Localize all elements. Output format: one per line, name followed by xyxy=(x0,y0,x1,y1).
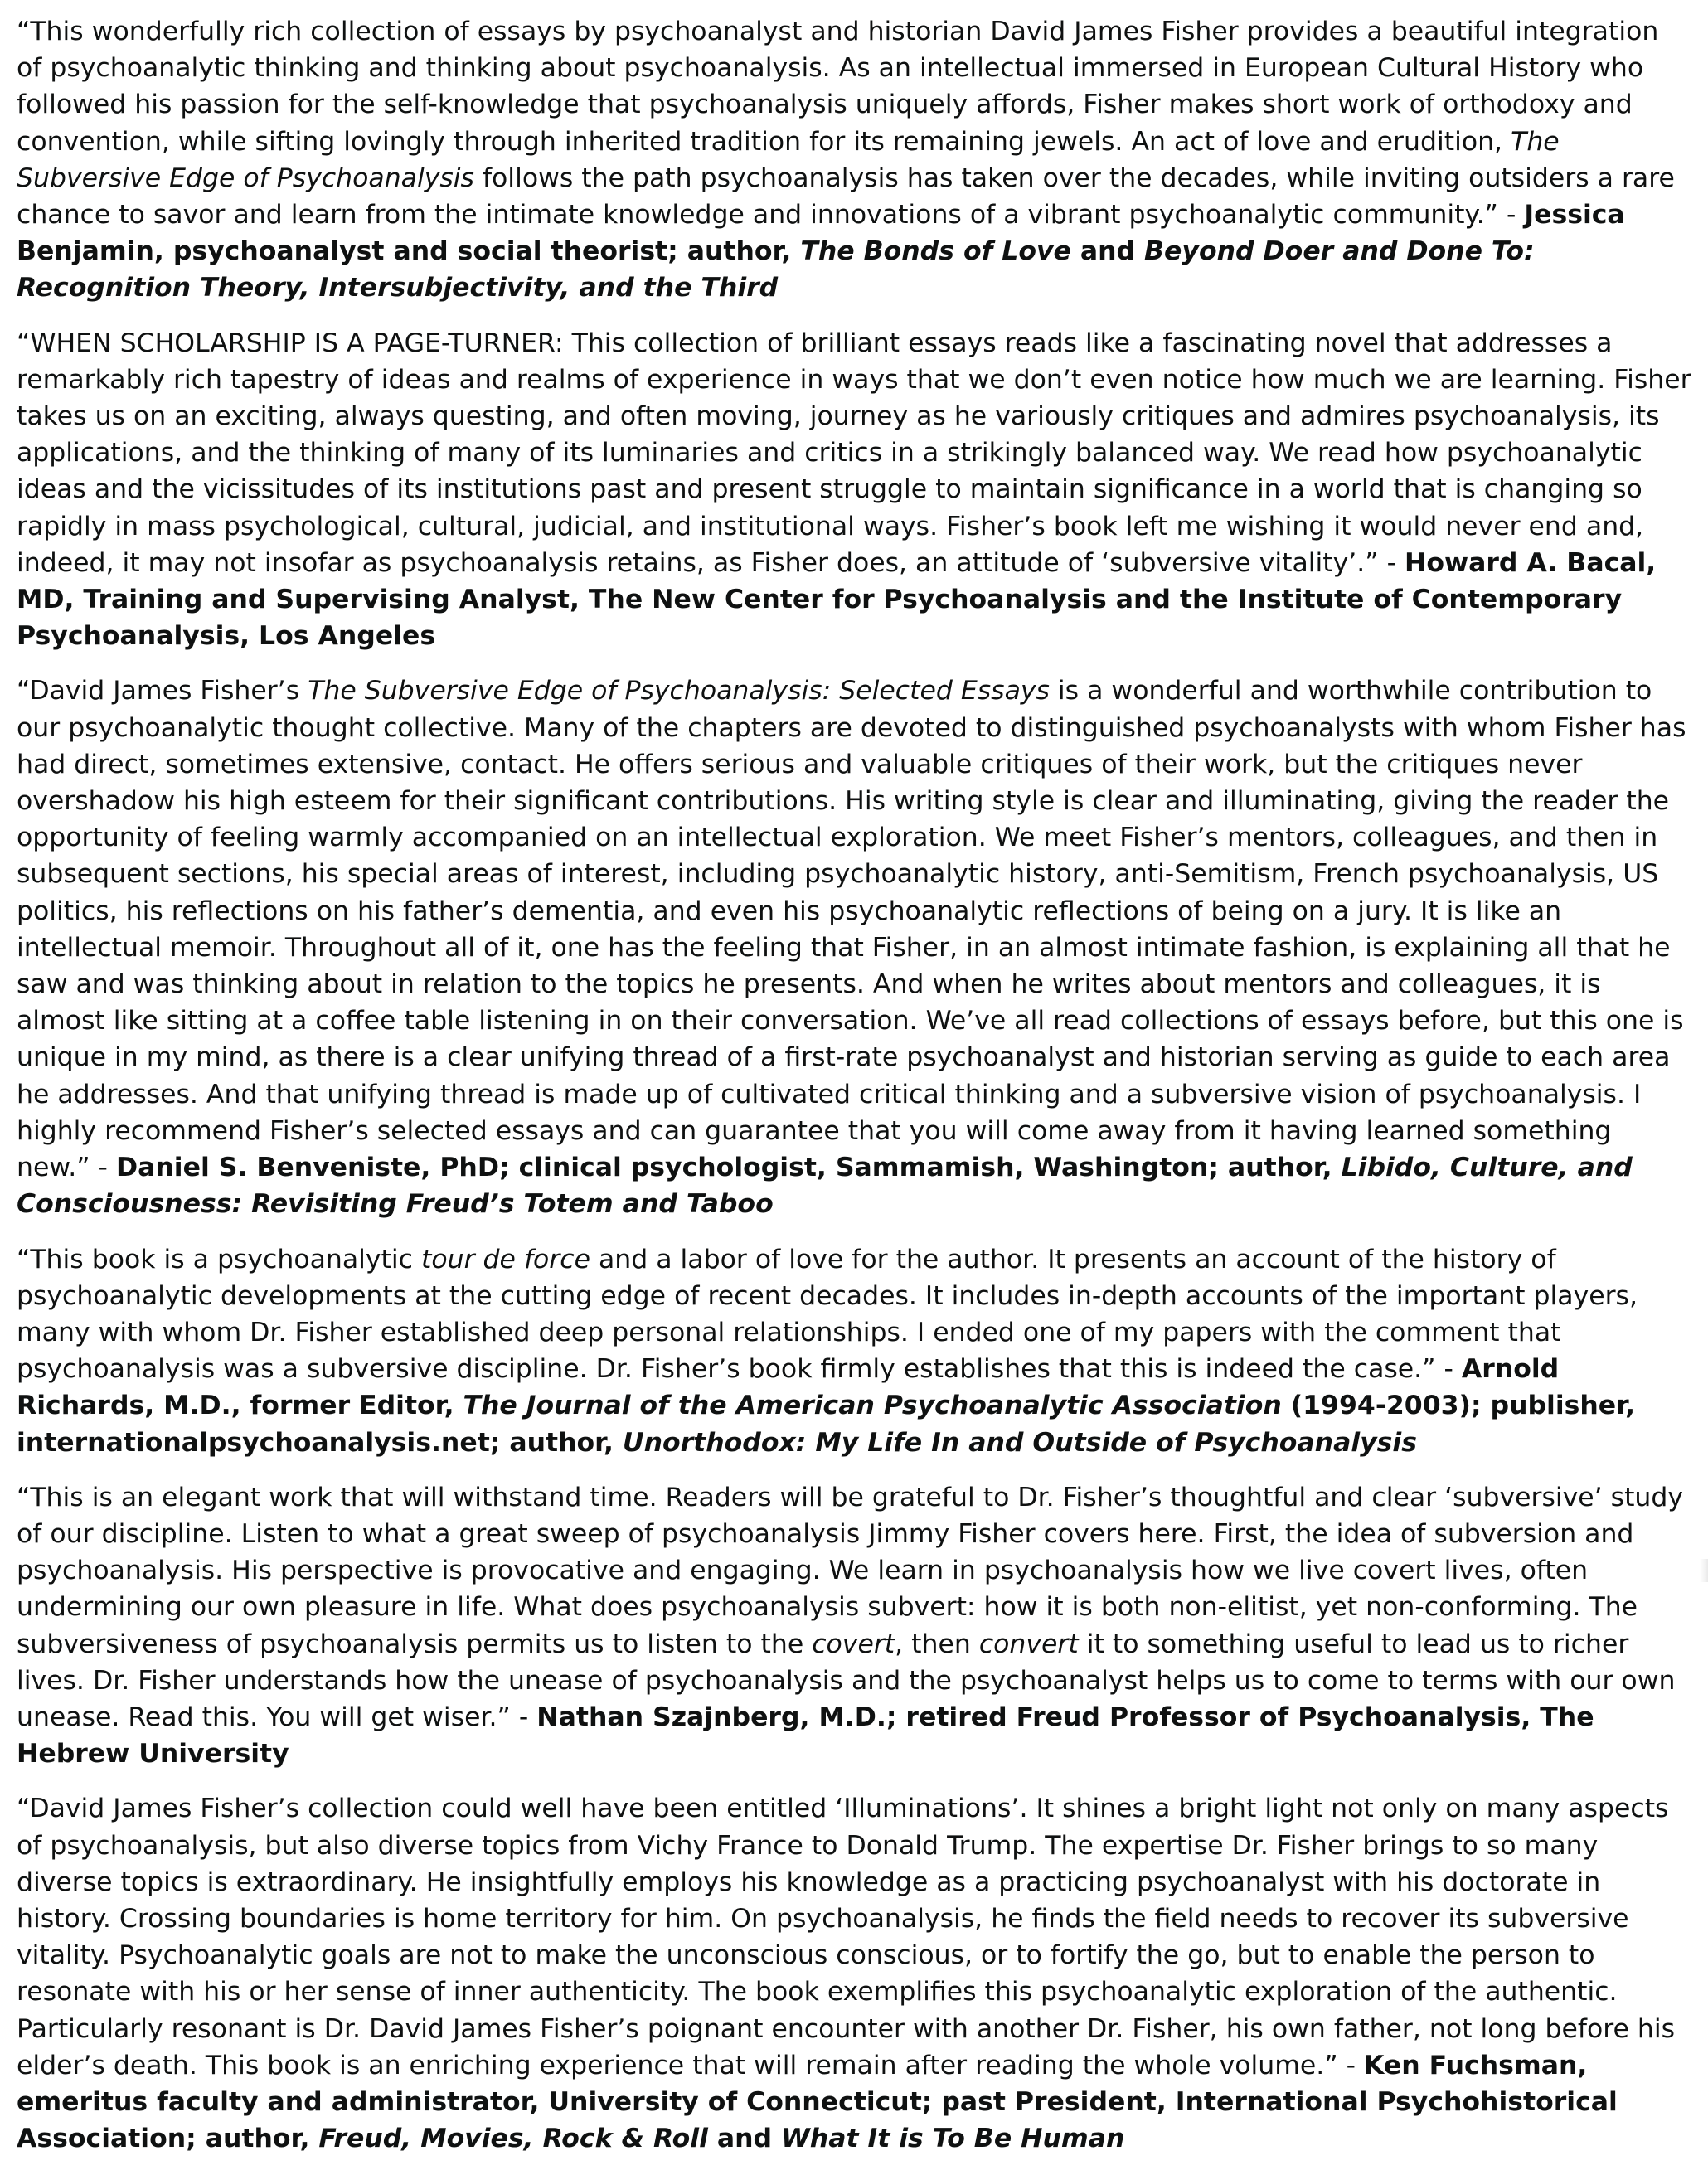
book-title: Freud, Movies, Rock & Roll xyxy=(318,2124,708,2154)
quote-text: , then xyxy=(895,1629,979,1659)
attribution-text: Nathan Szajnberg, M.D.; retired Freud Professor of Psychoanalysis, The Hebrew University xyxy=(17,1702,1594,1770)
quote-text: “This is an elegant work that will withstand time. Readers will be grateful to Dr. Fisher’s thoughtful and clear ‘subversive’ study of our discipline. Listen to what a great sweep of psychoanalysis Jimmy Fisher covers here. First, the idea of subversion and psychoanalysis. His perspective is provocative and engaging. We learn in psychoanalysis how we live covert lives, often undermining our own pleasure in life. What does psychoanalysis subvert: how it is both non-elitist, yet non-conforming. The subversiveness of psychoanalysis permits us to listen to the xyxy=(17,1482,1684,1659)
quote-text: “This book is a psychoanalytic xyxy=(17,1244,421,1274)
quote-text: “This wonderfully rich collection of essays by psychoanalyst and historian David James Fisher provides a beautiful integration of psychoanalytic thinking and thinking about psychoanalysis. As an intellectual immersed in European Cultural History who followed his passion for the self-knowledge that psychoanalysis uniquely affords, Fisher makes short work of orthodoxy and convention, while sifting lovingly through inherited tradition for its remaining jewels. An act of love and erudition, xyxy=(17,17,1659,157)
review-paragraph xyxy=(17,325,1691,655)
attribution-text: and xyxy=(707,2124,782,2154)
editorial-reviews xyxy=(17,13,1691,2175)
attribution-text: Howard A. Bacal, MD, Training and Supervising Analyst, The New Center for Psychoanalysis and the Institute of Contemporary Psychoanalysis, Los Angeles xyxy=(17,547,1657,652)
book-title: The Bonds of Love xyxy=(800,236,1071,267)
book-title: Libido, Culture, and Consciousness: Revisiting Freud’s Totem and Taboo xyxy=(17,1153,1633,1220)
attribution-text: Jessica Benjamin, psychoanalyst and social theorist; author, xyxy=(17,200,1625,267)
attribution-text: Arnold Richards, M.D., former Editor, xyxy=(17,1354,1560,1421)
scrollbar-edge xyxy=(1700,1559,1708,1582)
quote-text: follows the path psychoanalysis has taken over the decades, while inviting outsiders a rare chance to savor and learn from the intimate knowledge and innovations of a vibrant psychoanalytic community.” - xyxy=(17,163,1675,231)
quote-text: “WHEN SCHOLARSHIP IS A PAGE-TURNER: This collection of brilliant essays reads like a fascinating novel that addresses a remarkably rich tapestry of ideas and realms of experience in ways that we don’t even notice how much we are learning. Fisher takes us on an exciting, always questing, and often moving, journey as he variously critiques and admires psychoanalysis, its applications, and the thinking of many of its luminaries and critics in a strikingly balanced way. We read how psychoanalytic ideas and the vicissitudes of its institutions past and present struggle to maintain significance in a world that is changing so rapidly in mass psychological, cultural, judicial, and institutional ways. Fisher’s book left me wishing it would never end and, indeed, it may not insofar as psychoanalysis retains, as Fisher does, an attitude of ‘subversive vitality’.” - xyxy=(17,328,1691,578)
review-paragraph xyxy=(17,672,1691,1222)
attribution-text: Ken Fuchsman, emeritus faculty and administrator, University of Connecticut; past President, International Psychohistorical Association; author, xyxy=(17,2050,1618,2154)
review-paragraph xyxy=(17,1479,1691,1773)
emphasis-text: covert xyxy=(812,1629,895,1659)
review-paragraph xyxy=(17,1790,1691,2157)
emphasis-text: tour de force xyxy=(421,1244,590,1274)
emphasis-text: The Subversive Edge of Psychoanalysis xyxy=(17,126,1560,193)
attribution-text: and xyxy=(1070,236,1145,267)
attribution-text: Daniel S. Benveniste, PhD; clinical psychologist, Sammamish, Washington; author, xyxy=(115,1153,1342,1183)
book-title: The Journal of the American Psychoanalytic Association xyxy=(463,1391,1282,1421)
quote-text: “David James Fisher’s collection could well have been entitled ‘Illuminations’. It shines a bright light not only on many aspects of psychoanalysis, but also diverse topics from Vichy France to Donald Trump. The expertise Dr. Fisher brings to so many diverse topics is extraordinary. He insightfully employs his knowledge as a practicing psychoanalyst with his doctorate in history. Crossing boundaries is home territory for him. On psychoanalysis, he finds the field needs to recover its subversive vitality. Psychoanalytic goals are not to make the unconscious conscious, or to fortify the go, but to enable the person to resonate with his or her sense of inner authenticity. The book exemplifies this psychoanalytic exploration of the authentic. Particularly resonant is Dr. David James Fisher’s poignant encounter with another Dr. Fisher, his own father, not long before his elder’s death. This book is an enriching experience that will remain after reading the whole volume.” - xyxy=(17,1794,1676,2080)
emphasis-text: The Subversive Edge of Psychoanalysis: Selected Essays xyxy=(308,676,1050,706)
emphasis-text: convert xyxy=(978,1629,1079,1659)
quote-text: and a labor of love for the author. It presents an account of the history of psychoanalytic developments at the cutting edge of recent decades. It includes in-depth accounts of the important players, many with whom Dr. Fisher established deep personal relationships. I ended one of my papers with the comment that psychoanalysis was a subversive discipline. Dr. Fisher’s book firmly establishes that this is indeed the case.” - xyxy=(17,1244,1638,1385)
quote-text: is a wonderful and worthwhile contribution to our psychoanalytic thought collective. Many of the chapters are devoted to distinguished psychoanalysts with whom Fisher has had direct, sometimes extensive, contact. He offers serious and valuable critiques of their work, but the critiques never overshadow his high esteem for their significant contributions. His writing style is clear and illuminating, giving the reader the opportunity of feeling warmly accompanied on an intellectual exploration. We meet Fisher’s mentors, colleagues, and then in subsequent sections, his special areas of interest, including psychoanalytic history, anti-Semitism, French psychoanalysis, US politics, his reflections on his father’s dementia, and even his psychoanalytic reflections of being on a jury. It is like an intellectual memoir. Throughout all of it, one has the feeling that Fisher, in an almost intimate fashion, is explaining all that he saw and was thinking about in relation to the topics he presents. And when he writes about mentors and colleagues, it is almost like sitting at a coffee table listening in on their conversation. We’ve all read collections of essays before, but this one is unique in my mind, as there is a clear unifying thread of a first-rate psychoanalyst and historian serving as guide to each area he addresses. And that unifying thread is made up of cultivated critical thinking and a subversive vision of psychoanalysis. I highly recommend Fisher’s selected essays and can guarantee that you will come away from it having learned something new.” - xyxy=(17,676,1686,1183)
book-title: What It is To Be Human xyxy=(781,2124,1125,2154)
attribution-text: (1994-2003); publisher, internationalpsychoanalysis.net; author, xyxy=(17,1391,1636,1458)
review-paragraph xyxy=(17,1241,1691,1461)
book-title: Unorthodox: My Life In and Outside of Psychoanalysis xyxy=(623,1427,1417,1458)
book-title: Beyond Doer and Done To: Recognition Theory, Intersubjectivity, and the Third xyxy=(17,236,1535,303)
quote-text: “David James Fisher’s xyxy=(17,676,308,706)
quote-text: it to something useful to lead us to richer lives. Dr. Fisher understands how the unease of psychoanalysis and the psychoanalyst helps us to come to terms with our own unease. Read this. You will get wiser.” - xyxy=(17,1629,1676,1732)
review-paragraph xyxy=(17,13,1691,307)
